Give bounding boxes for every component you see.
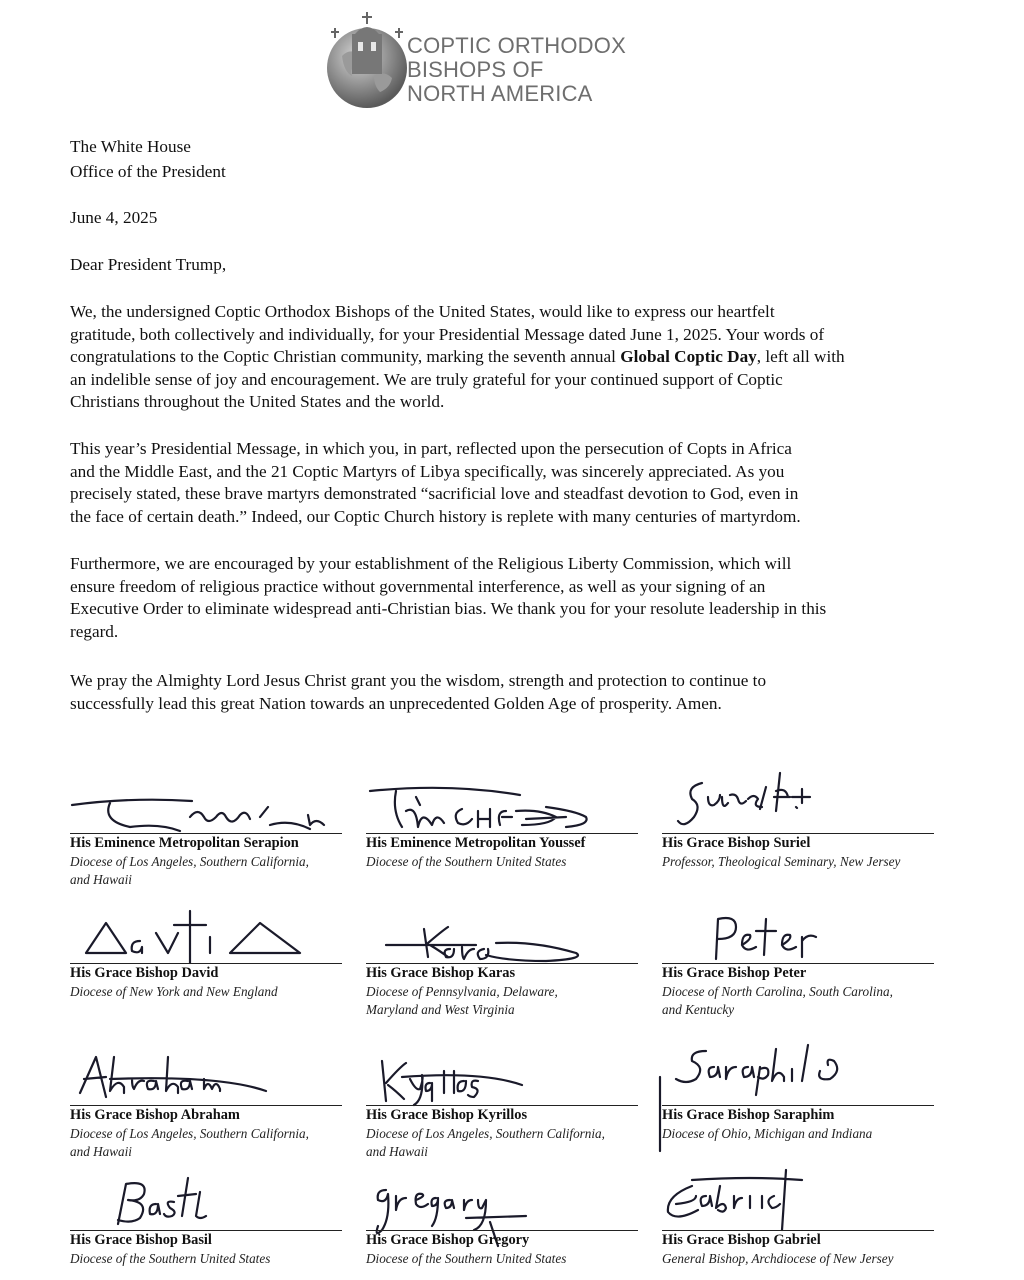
diocese-line: and Hawaii [366,1144,428,1159]
paragraph-line: and the Middle East, and the 21 Coptic Martyrs of Libya specifically, was sincerely appreciated. As you [70,461,785,481]
signature-line [70,963,342,964]
salutation: Dear President Trump, [70,255,227,274]
paragraph-line: regard. [70,621,119,641]
handwritten-signature-icon [70,1049,350,1109]
diocese-line: Diocese of Los Angeles, Southern California, [70,1126,309,1141]
signatory-name: His Grace Bishop Karas [366,965,516,981]
letterhead-line: NORTH AMERICA [407,81,593,106]
signatory-name: His Grace Bishop Abraham [70,1107,240,1123]
signature-line [70,1230,342,1231]
diocese-line: General Bishop, Archdiocese of New Jersey [662,1251,894,1266]
diocese-line: Professor, Theological Seminary, New Jersey [662,854,901,869]
letterhead-logo [322,6,662,112]
paragraph-1 [70,301,970,414]
diocese-line: Diocese of Los Angeles, Southern California, [366,1126,605,1141]
letterhead-line: COPTIC ORTHODOX [407,33,626,58]
signatory-name: His Grace Bishop Basil [70,1232,212,1248]
handwritten-signature-icon [662,909,942,969]
signatory-name: His Eminence Metropolitan Serapion [70,835,299,851]
paragraph-2 [70,438,970,528]
signatory-diocese [70,983,360,1001]
signatory-diocese [662,983,952,1019]
signatory-diocese [366,1125,656,1161]
church-globe-logo-icon [322,6,412,112]
signatory-diocese [70,1125,360,1161]
paragraph-line: ensure freedom of religious practice without governmental interference, as well as your signing of an [70,576,766,596]
signature-line [366,1105,638,1106]
recipient-line-2: Office of the President [70,162,226,181]
diocese-line: Diocese of the Southern United States [70,1251,271,1266]
signature-line [662,833,934,834]
signatory-name: His Eminence Metropolitan Youssef [366,835,586,851]
diocese-line: Diocese of Pennsylvania, Delaware, [366,984,558,999]
signatory-diocese [662,853,952,871]
paragraph-3 [70,553,970,643]
paragraph-line: successfully lead this great Nation towards an unprecedented Golden Age of prosperity. Amen. [70,693,722,713]
signatory-diocese [366,853,656,871]
text-span: , left all with [756,347,845,367]
signatory-name: His Grace Bishop David [70,965,219,981]
recipient-line-1: The White House [70,137,191,156]
signatory-name: His Grace Bishop Suriel [662,835,811,851]
signature-line [366,833,638,834]
paragraph-line: This year’s Presidential Message, in which you, in part, reflected upon the persecution of Copts in Africa [70,439,792,458]
handwritten-signature-icon [366,1055,646,1115]
paragraph-line: We, the undersigned Coptic Orthodox Bishops of the United States, would like to express our heartfelt [70,302,775,321]
diocese-line: and Hawaii [70,1144,132,1159]
diocese-line: and Hawaii [70,872,132,887]
handwritten-signature-icon [366,919,646,969]
signature-line [662,1230,934,1231]
diocese-line: Diocese of Los Angeles, Southern California, [70,854,309,869]
signatory-name: His Grace Bishop Saraphim [662,1107,835,1123]
letterhead-text [407,34,626,106]
paragraph-line: gratitude, both collectively and individually, for your Presidential Message dated June 1, 2025. Your words of [70,324,825,344]
signature-line [70,833,342,834]
letter-date: June 4, 2025 [70,208,158,227]
paragraph-line: Furthermore, we are encouraged by your establishment of the Religious Liberty Commission, which will [70,554,792,573]
paragraph-line: precisely stated, these brave martyrs demonstrated “sacrificial love and steadfast devotion to God, even in [70,484,799,504]
signatory-diocese [662,1250,952,1268]
handwritten-signature-icon [366,781,646,841]
paragraph-line: Christians throughout the United States and the world. [70,392,445,412]
paragraph-line: Executive Order to eliminate widespread anti-Christian bias. We thank you for your resolute leadership in this [70,599,827,619]
diocese-line: Diocese of North Carolina, South Carolina, [662,984,893,999]
paragraph-line: an indelible sense of joy and encouragement. We are truly grateful for your continued support of Coptic [70,369,783,389]
signatory-diocese [662,1125,952,1143]
signatory-diocese [366,983,656,1019]
signatory-diocese [70,1250,360,1268]
diocese-line: and Kentucky [662,1002,735,1017]
signature-line [70,1105,342,1106]
signatory-name: His Grace Bishop Peter [662,965,807,981]
diocese-line: Diocese of New York and New England [70,984,278,999]
handwritten-signature-icon [662,767,942,837]
text-span: congratulations to the Coptic Christian community, marking the seventh annual [70,347,621,367]
signatory-diocese [70,853,360,889]
signature-line [366,963,638,964]
signature-line [366,1230,638,1231]
diocese-line: Maryland and West Virginia [366,1002,515,1017]
signatory-diocese [366,1250,656,1268]
handwritten-signature-icon [70,787,350,837]
signature-line [662,963,934,964]
signatory-name: His Grace Bishop Kyrillos [366,1107,528,1123]
diocese-line: Diocese of Ohio, Michigan and Indiana [662,1126,873,1141]
paragraph-line [70,346,970,369]
paragraph-4 [70,670,970,715]
diocese-line: Diocese of the Southern United States [366,1251,567,1266]
handwritten-signature-icon [70,907,350,967]
handwritten-signature-icon [70,1172,350,1232]
letterhead-line: BISHOPS OF [407,57,544,82]
signatory-name: His Grace Bishop Gabriel [662,1232,821,1248]
signature-line [662,1105,934,1106]
paragraph-line: the face of certain death.” Indeed, our Coptic Church history is replete with many centuries of martyrdom. [70,506,801,526]
paragraph-line: We pray the Almighty Lord Jesus Christ grant you the wisdom, strength and protection to continue to [70,671,767,690]
diocese-line: Diocese of the Southern United States [366,854,567,869]
signatory-name: His Grace Bishop Gregory [366,1232,530,1248]
global-coptic-day-emphasis: Global Coptic Day [620,347,757,367]
